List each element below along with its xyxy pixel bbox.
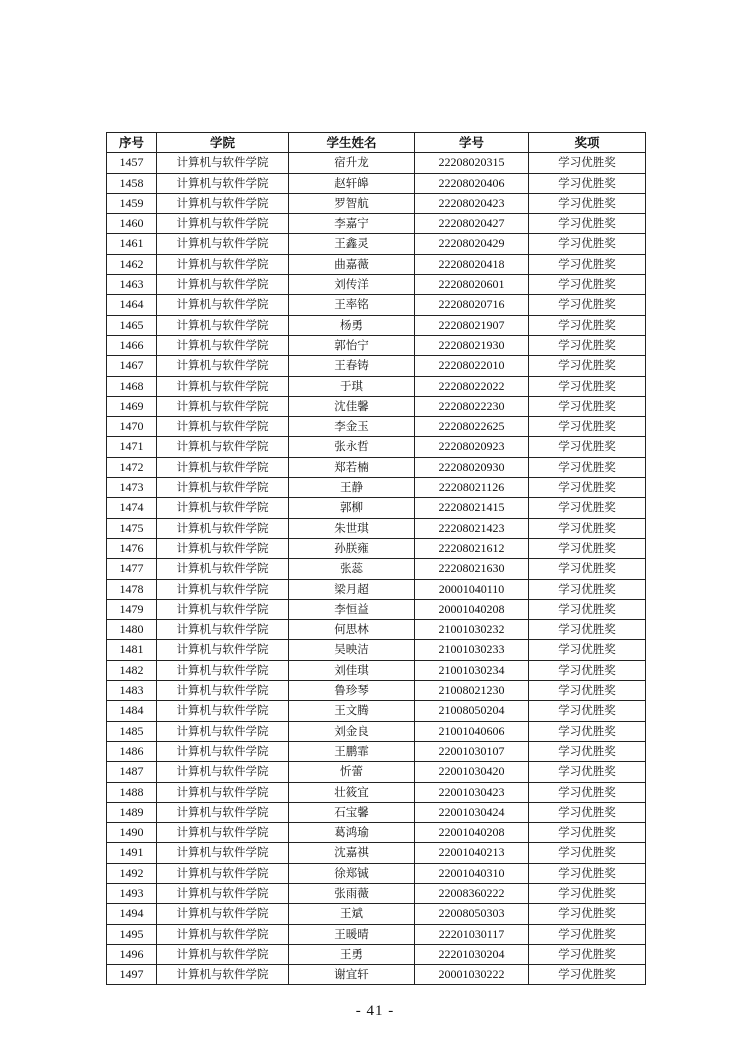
student-name-cell: 王斌 xyxy=(289,904,415,924)
award-cell: 学习优胜奖 xyxy=(529,701,646,721)
award-cell: 学习优胜奖 xyxy=(529,579,646,599)
student-id-cell: 22208020406 xyxy=(415,173,529,193)
serial-number-cell: 1467 xyxy=(107,356,157,376)
table-row xyxy=(107,620,646,640)
table-row xyxy=(107,315,646,335)
student-name-cell: 壮筱宜 xyxy=(289,782,415,802)
award-cell: 学习优胜奖 xyxy=(529,538,646,558)
student-name-cell: 于琪 xyxy=(289,376,415,396)
serial-number-cell: 1469 xyxy=(107,396,157,416)
serial-number-cell: 1488 xyxy=(107,782,157,802)
student-id-cell: 22208020429 xyxy=(415,234,529,254)
college-cell: 计算机与软件学院 xyxy=(157,802,289,822)
college-cell: 计算机与软件学院 xyxy=(157,275,289,295)
student-name-cell: 鲁珍琴 xyxy=(289,681,415,701)
student-id-cell: 22001030423 xyxy=(415,782,529,802)
student-name-cell: 王文腾 xyxy=(289,701,415,721)
award-cell: 学习优胜奖 xyxy=(529,376,646,396)
student-name-cell: 刘金良 xyxy=(289,721,415,741)
college-cell: 计算机与软件学院 xyxy=(157,234,289,254)
student-id-cell: 22208022010 xyxy=(415,356,529,376)
serial-number-cell: 1487 xyxy=(107,762,157,782)
college-cell: 计算机与软件学院 xyxy=(157,153,289,173)
college-cell: 计算机与软件学院 xyxy=(157,396,289,416)
header-serial-number: 序号 xyxy=(107,133,157,153)
student-id-cell: 22208021930 xyxy=(415,335,529,355)
student-name-cell: 李恒益 xyxy=(289,599,415,619)
award-cell: 学习优胜奖 xyxy=(529,173,646,193)
table-row xyxy=(107,721,646,741)
student-name-cell: 刘传洋 xyxy=(289,275,415,295)
student-id-cell: 21001030232 xyxy=(415,620,529,640)
college-cell: 计算机与软件学院 xyxy=(157,214,289,234)
award-cell: 学习优胜奖 xyxy=(529,863,646,883)
student-id-cell: 22001040208 xyxy=(415,823,529,843)
award-cell: 学习优胜奖 xyxy=(529,944,646,964)
table-row xyxy=(107,335,646,355)
student-name-cell: 赵轩皞 xyxy=(289,173,415,193)
serial-number-cell: 1496 xyxy=(107,944,157,964)
student-id-cell: 22208020427 xyxy=(415,214,529,234)
serial-number-cell: 1473 xyxy=(107,478,157,498)
student-name-cell: 王暖晴 xyxy=(289,924,415,944)
table-row xyxy=(107,660,646,680)
student-name-cell: 孙朕雍 xyxy=(289,538,415,558)
table-row xyxy=(107,924,646,944)
college-cell: 计算机与软件学院 xyxy=(157,823,289,843)
student-id-cell: 22208020418 xyxy=(415,254,529,274)
student-name-cell: 郭怡宁 xyxy=(289,335,415,355)
award-cell: 学习优胜奖 xyxy=(529,559,646,579)
header-award: 奖项 xyxy=(529,133,646,153)
award-cell: 学习优胜奖 xyxy=(529,681,646,701)
table-row xyxy=(107,883,646,903)
award-list-table xyxy=(106,132,646,985)
student-name-cell: 沈嘉祺 xyxy=(289,843,415,863)
student-name-cell: 杨勇 xyxy=(289,315,415,335)
award-cell: 学习优胜奖 xyxy=(529,802,646,822)
award-cell: 学习优胜奖 xyxy=(529,620,646,640)
table-row xyxy=(107,437,646,457)
student-name-cell: 王鑫灵 xyxy=(289,234,415,254)
college-cell: 计算机与软件学院 xyxy=(157,518,289,538)
student-name-cell: 吴映洁 xyxy=(289,640,415,660)
table-row xyxy=(107,843,646,863)
award-cell: 学习优胜奖 xyxy=(529,823,646,843)
table-row xyxy=(107,518,646,538)
serial-number-cell: 1493 xyxy=(107,883,157,903)
table-row xyxy=(107,599,646,619)
table-row xyxy=(107,214,646,234)
table-row xyxy=(107,376,646,396)
serial-number-cell: 1480 xyxy=(107,620,157,640)
serial-number-cell: 1474 xyxy=(107,498,157,518)
student-id-cell: 22208021415 xyxy=(415,498,529,518)
college-cell: 计算机与软件学院 xyxy=(157,863,289,883)
table-row xyxy=(107,823,646,843)
student-name-cell: 谢宜轩 xyxy=(289,965,415,985)
student-id-cell: 22208021630 xyxy=(415,559,529,579)
student-name-cell: 罗智航 xyxy=(289,193,415,213)
student-id-cell: 22208021126 xyxy=(415,478,529,498)
student-id-cell: 22001030420 xyxy=(415,762,529,782)
college-cell: 计算机与软件学院 xyxy=(157,620,289,640)
table-row xyxy=(107,863,646,883)
award-cell: 学习优胜奖 xyxy=(529,762,646,782)
student-id-cell: 22208022625 xyxy=(415,417,529,437)
table-row xyxy=(107,478,646,498)
college-cell: 计算机与软件学院 xyxy=(157,457,289,477)
table-row xyxy=(107,153,646,173)
college-cell: 计算机与软件学院 xyxy=(157,965,289,985)
table-row xyxy=(107,741,646,761)
award-cell: 学习优胜奖 xyxy=(529,335,646,355)
award-cell: 学习优胜奖 xyxy=(529,965,646,985)
award-cell: 学习优胜奖 xyxy=(529,153,646,173)
award-cell: 学习优胜奖 xyxy=(529,356,646,376)
serial-number-cell: 1470 xyxy=(107,417,157,437)
award-cell: 学习优胜奖 xyxy=(529,924,646,944)
college-cell: 计算机与软件学院 xyxy=(157,904,289,924)
table-row xyxy=(107,295,646,315)
serial-number-cell: 1476 xyxy=(107,538,157,558)
student-id-cell: 22208020923 xyxy=(415,437,529,457)
student-name-cell: 张永哲 xyxy=(289,437,415,457)
serial-number-cell: 1459 xyxy=(107,193,157,213)
student-name-cell: 郑若楠 xyxy=(289,457,415,477)
college-cell: 计算机与软件学院 xyxy=(157,843,289,863)
award-cell: 学习优胜奖 xyxy=(529,234,646,254)
award-cell: 学习优胜奖 xyxy=(529,782,646,802)
college-cell: 计算机与软件学院 xyxy=(157,315,289,335)
award-cell: 学习优胜奖 xyxy=(529,904,646,924)
serial-number-cell: 1464 xyxy=(107,295,157,315)
award-cell: 学习优胜奖 xyxy=(529,437,646,457)
award-cell: 学习优胜奖 xyxy=(529,214,646,234)
award-cell: 学习优胜奖 xyxy=(529,518,646,538)
college-cell: 计算机与软件学院 xyxy=(157,640,289,660)
college-cell: 计算机与软件学院 xyxy=(157,193,289,213)
student-id-cell: 22208021907 xyxy=(415,315,529,335)
student-id-cell: 21001030234 xyxy=(415,660,529,680)
student-name-cell: 李嘉宁 xyxy=(289,214,415,234)
award-cell: 学习优胜奖 xyxy=(529,417,646,437)
award-cell: 学习优胜奖 xyxy=(529,254,646,274)
serial-number-cell: 1461 xyxy=(107,234,157,254)
table-row xyxy=(107,965,646,985)
college-cell: 计算机与软件学院 xyxy=(157,883,289,903)
student-name-cell: 张雨薇 xyxy=(289,883,415,903)
header-student-name: 学生姓名 xyxy=(289,133,415,153)
college-cell: 计算机与软件学院 xyxy=(157,924,289,944)
student-id-cell: 22001040310 xyxy=(415,863,529,883)
serial-number-cell: 1462 xyxy=(107,254,157,274)
serial-number-cell: 1471 xyxy=(107,437,157,457)
student-name-cell: 徐郑铖 xyxy=(289,863,415,883)
table-row xyxy=(107,559,646,579)
award-cell: 学习优胜奖 xyxy=(529,640,646,660)
serial-number-cell: 1485 xyxy=(107,721,157,741)
college-cell: 计算机与软件学院 xyxy=(157,660,289,680)
student-name-cell: 王鹏霏 xyxy=(289,741,415,761)
student-id-cell: 22208020930 xyxy=(415,457,529,477)
serial-number-cell: 1495 xyxy=(107,924,157,944)
serial-number-cell: 1486 xyxy=(107,741,157,761)
serial-number-cell: 1458 xyxy=(107,173,157,193)
student-id-cell: 22201030204 xyxy=(415,944,529,964)
college-cell: 计算机与软件学院 xyxy=(157,762,289,782)
college-cell: 计算机与软件学院 xyxy=(157,478,289,498)
award-cell: 学习优胜奖 xyxy=(529,721,646,741)
serial-number-cell: 1460 xyxy=(107,214,157,234)
serial-number-cell: 1494 xyxy=(107,904,157,924)
award-cell: 学习优胜奖 xyxy=(529,457,646,477)
student-id-cell: 22208020423 xyxy=(415,193,529,213)
college-cell: 计算机与软件学院 xyxy=(157,538,289,558)
serial-number-cell: 1478 xyxy=(107,579,157,599)
college-cell: 计算机与软件学院 xyxy=(157,295,289,315)
student-id-cell: 20001030222 xyxy=(415,965,529,985)
student-id-cell: 21008021230 xyxy=(415,681,529,701)
table-row xyxy=(107,173,646,193)
serial-number-cell: 1483 xyxy=(107,681,157,701)
college-cell: 计算机与软件学院 xyxy=(157,681,289,701)
student-name-cell: 石宝馨 xyxy=(289,802,415,822)
table-row xyxy=(107,701,646,721)
college-cell: 计算机与软件学院 xyxy=(157,559,289,579)
college-cell: 计算机与软件学院 xyxy=(157,599,289,619)
table-row xyxy=(107,944,646,964)
table-row xyxy=(107,234,646,254)
serial-number-cell: 1484 xyxy=(107,701,157,721)
award-cell: 学习优胜奖 xyxy=(529,599,646,619)
serial-number-cell: 1491 xyxy=(107,843,157,863)
award-cell: 学习优胜奖 xyxy=(529,498,646,518)
table-row xyxy=(107,579,646,599)
serial-number-cell: 1457 xyxy=(107,153,157,173)
table-row xyxy=(107,356,646,376)
student-id-cell: 22208021612 xyxy=(415,538,529,558)
college-cell: 计算机与软件学院 xyxy=(157,335,289,355)
college-cell: 计算机与软件学院 xyxy=(157,782,289,802)
college-cell: 计算机与软件学院 xyxy=(157,173,289,193)
award-cell: 学习优胜奖 xyxy=(529,660,646,680)
college-cell: 计算机与软件学院 xyxy=(157,579,289,599)
college-cell: 计算机与软件学院 xyxy=(157,254,289,274)
award-cell: 学习优胜奖 xyxy=(529,193,646,213)
award-cell: 学习优胜奖 xyxy=(529,275,646,295)
award-cell: 学习优胜奖 xyxy=(529,478,646,498)
student-name-cell: 梁月超 xyxy=(289,579,415,599)
table-body xyxy=(107,153,646,985)
student-name-cell: 张蕊 xyxy=(289,559,415,579)
table-row xyxy=(107,498,646,518)
table-row xyxy=(107,396,646,416)
award-cell: 学习优胜奖 xyxy=(529,883,646,903)
serial-number-cell: 1463 xyxy=(107,275,157,295)
serial-number-cell: 1482 xyxy=(107,660,157,680)
college-cell: 计算机与软件学院 xyxy=(157,701,289,721)
college-cell: 计算机与软件学院 xyxy=(157,741,289,761)
student-name-cell: 李金玉 xyxy=(289,417,415,437)
student-name-cell: 朱世琪 xyxy=(289,518,415,538)
student-name-cell: 葛鸿瑜 xyxy=(289,823,415,843)
table-row xyxy=(107,538,646,558)
student-name-cell: 王勇 xyxy=(289,944,415,964)
award-cell: 学习优胜奖 xyxy=(529,315,646,335)
table-row xyxy=(107,782,646,802)
student-id-cell: 22001030424 xyxy=(415,802,529,822)
table-row xyxy=(107,681,646,701)
serial-number-cell: 1490 xyxy=(107,823,157,843)
student-name-cell: 曲嘉薇 xyxy=(289,254,415,274)
header-student-id: 学号 xyxy=(415,133,529,153)
table-row xyxy=(107,802,646,822)
student-name-cell: 王春铸 xyxy=(289,356,415,376)
table-row xyxy=(107,457,646,477)
serial-number-cell: 1479 xyxy=(107,599,157,619)
student-id-cell: 20001040208 xyxy=(415,599,529,619)
student-id-cell: 22208022022 xyxy=(415,376,529,396)
student-id-cell: 21001040606 xyxy=(415,721,529,741)
serial-number-cell: 1497 xyxy=(107,965,157,985)
award-cell: 学习优胜奖 xyxy=(529,843,646,863)
serial-number-cell: 1475 xyxy=(107,518,157,538)
award-cell: 学习优胜奖 xyxy=(529,295,646,315)
serial-number-cell: 1477 xyxy=(107,559,157,579)
table-row xyxy=(107,762,646,782)
student-id-cell: 21001030233 xyxy=(415,640,529,660)
award-cell: 学习优胜奖 xyxy=(529,741,646,761)
serial-number-cell: 1492 xyxy=(107,863,157,883)
college-cell: 计算机与软件学院 xyxy=(157,944,289,964)
student-id-cell: 22208020315 xyxy=(415,153,529,173)
student-name-cell: 宿升龙 xyxy=(289,153,415,173)
table-header-row xyxy=(107,133,646,153)
college-cell: 计算机与软件学院 xyxy=(157,417,289,437)
table-row xyxy=(107,640,646,660)
student-id-cell: 22208021423 xyxy=(415,518,529,538)
student-id-cell: 21008050204 xyxy=(415,701,529,721)
serial-number-cell: 1466 xyxy=(107,335,157,355)
serial-number-cell: 1489 xyxy=(107,802,157,822)
serial-number-cell: 1465 xyxy=(107,315,157,335)
college-cell: 计算机与软件学院 xyxy=(157,376,289,396)
table-row xyxy=(107,904,646,924)
award-cell: 学习优胜奖 xyxy=(529,396,646,416)
student-id-cell: 22008360222 xyxy=(415,883,529,903)
student-name-cell: 王率铭 xyxy=(289,295,415,315)
serial-number-cell: 1468 xyxy=(107,376,157,396)
student-id-cell: 22008050303 xyxy=(415,904,529,924)
college-cell: 计算机与软件学院 xyxy=(157,498,289,518)
page-number: - 41 - xyxy=(355,1003,395,1019)
college-cell: 计算机与软件学院 xyxy=(157,356,289,376)
header-college: 学院 xyxy=(157,133,289,153)
student-name-cell: 郭柳 xyxy=(289,498,415,518)
student-name-cell: 刘佳琪 xyxy=(289,660,415,680)
serial-number-cell: 1472 xyxy=(107,457,157,477)
student-id-cell: 22208020716 xyxy=(415,295,529,315)
college-cell: 计算机与软件学院 xyxy=(157,721,289,741)
serial-number-cell: 1481 xyxy=(107,640,157,660)
table-row xyxy=(107,254,646,274)
student-id-cell: 22208022230 xyxy=(415,396,529,416)
table-row xyxy=(107,417,646,437)
table-row xyxy=(107,275,646,295)
student-id-cell: 22001040213 xyxy=(415,843,529,863)
college-cell: 计算机与软件学院 xyxy=(157,437,289,457)
student-name-cell: 王静 xyxy=(289,478,415,498)
student-id-cell: 20001040110 xyxy=(415,579,529,599)
student-id-cell: 22001030107 xyxy=(415,741,529,761)
student-id-cell: 22201030117 xyxy=(415,924,529,944)
student-name-cell: 沈佳馨 xyxy=(289,396,415,416)
table-row xyxy=(107,193,646,213)
student-name-cell: 忻蕾 xyxy=(289,762,415,782)
student-name-cell: 何思林 xyxy=(289,620,415,640)
student-id-cell: 22208020601 xyxy=(415,275,529,295)
